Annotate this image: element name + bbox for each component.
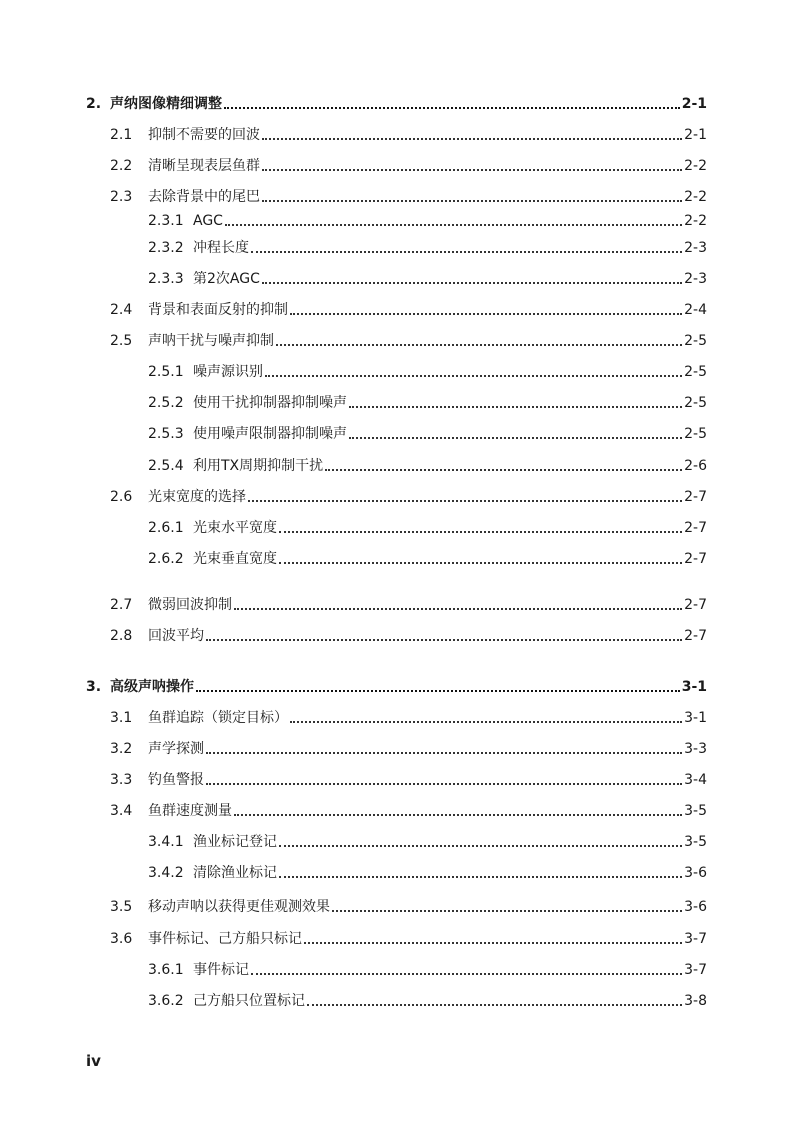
toc-number: 3.4.2 [148, 865, 184, 881]
toc-page-number: 3-1 [684, 710, 707, 726]
toc-number: 2.3.1 [148, 213, 184, 229]
toc-title: 光束宽度的选择 [148, 489, 246, 505]
toc-number: 2.5.1 [148, 364, 184, 380]
toc-page-number: 2-1 [681, 96, 707, 112]
toc-title: 抑制不需要的回波 [148, 127, 260, 143]
toc-page-number: 2-7 [684, 489, 707, 505]
dot-leader [196, 690, 680, 692]
toc-number: 2.5.2 [148, 395, 184, 411]
toc-entry-3-3[interactable] [110, 769, 707, 791]
dot-leader [276, 344, 682, 346]
dot-leader [206, 639, 682, 641]
toc-entry-3-6-1[interactable] [148, 959, 707, 981]
dot-leader [251, 973, 682, 975]
dot-leader [225, 224, 682, 226]
toc-number: 3.3 [110, 772, 133, 788]
toc-entry-3-1[interactable] [110, 707, 707, 729]
toc-title: 鱼群速度测量 [148, 803, 232, 819]
toc-title: AGC [193, 213, 223, 229]
dot-leader [234, 608, 682, 610]
toc-page-number: 3-7 [684, 931, 707, 947]
toc-number: 3.6.2 [148, 993, 184, 1009]
toc-page-number: 3-5 [684, 834, 707, 850]
toc-entry-2-5-1[interactable] [148, 361, 707, 383]
toc-title: 第2次AGC [193, 271, 260, 287]
toc-page-number: 2-7 [684, 628, 707, 644]
toc-page-number: 2-7 [684, 551, 707, 567]
toc-number: 2.3 [110, 189, 133, 205]
toc-entry-2-6-1[interactable] [148, 517, 707, 539]
toc-title: 去除背景中的尾巴 [148, 189, 260, 205]
toc-page-number: 3-3 [684, 741, 707, 757]
toc-entry-2-5[interactable] [110, 330, 707, 352]
toc-number: 2.7 [110, 597, 133, 613]
toc-page-number: 3-8 [684, 993, 707, 1009]
toc-title: 噪声源识别 [193, 364, 263, 380]
toc-title: 利用TX周期抑制干扰 [193, 458, 324, 474]
dot-leader [332, 910, 682, 912]
dot-leader [325, 469, 682, 471]
toc-number: 2.6.2 [148, 551, 184, 567]
toc-number: 3.6 [110, 931, 133, 947]
toc-number: 2.2 [110, 158, 133, 174]
toc-page-number: 2-7 [684, 597, 707, 613]
toc-page-number: 2-2 [684, 213, 707, 229]
toc-number: 3.6.1 [148, 962, 184, 978]
toc-title: 背景和表面反射的抑制 [148, 302, 288, 318]
toc-page-number: 3-6 [684, 865, 707, 881]
toc-title: 光束水平宽度 [193, 520, 277, 536]
toc-page-number: 3-5 [684, 803, 707, 819]
toc-number: 3.5 [110, 899, 133, 915]
dot-leader [265, 375, 682, 377]
toc-number: 2.5.4 [148, 458, 184, 474]
dot-leader [290, 313, 682, 315]
toc-entry-2-2[interactable] [110, 155, 707, 177]
dot-leader [307, 1004, 682, 1006]
dot-leader [279, 562, 682, 564]
toc-page-number: 2-1 [684, 127, 707, 143]
toc-title: 事件标记、己方船只标记 [148, 931, 302, 947]
toc-page-number: 2-5 [684, 364, 707, 380]
toc-number: 3.4.1 [148, 834, 184, 850]
toc-entry-3-5[interactable] [110, 896, 707, 918]
toc-page-number: 2-3 [684, 240, 707, 256]
dot-leader [224, 107, 680, 109]
toc-number: 3.1 [110, 710, 133, 726]
toc-entry-chapter-3[interactable] [86, 676, 707, 698]
page-footer-label: iv [86, 1052, 101, 1070]
dot-leader [262, 138, 682, 140]
toc-title: 使用干扰抑制器抑制噪声 [193, 395, 347, 411]
toc-title: 清除渔业标记 [193, 865, 277, 881]
toc-entry-2-5-3[interactable] [148, 423, 707, 445]
dot-leader [279, 845, 682, 847]
toc-title: 钓鱼警报 [148, 772, 204, 788]
toc-entry-2-6-2[interactable] [148, 548, 707, 570]
dot-leader [279, 876, 682, 878]
toc-page-number: 3-7 [684, 962, 707, 978]
toc-number: 3. [86, 679, 102, 695]
toc-entry-3-4[interactable] [110, 800, 707, 822]
toc-page-number: 2-5 [684, 333, 707, 349]
dot-leader [248, 500, 682, 502]
toc-entry-2-3-3[interactable] [148, 268, 707, 290]
toc-number: 3.2 [110, 741, 133, 757]
toc-page-number: 2-5 [684, 426, 707, 442]
toc-entry-2-3-2[interactable] [148, 237, 707, 259]
toc-entry-chapter-2[interactable] [86, 93, 707, 115]
toc-page-number: 2-7 [684, 520, 707, 536]
toc-number: 2.5 [110, 333, 133, 349]
dot-leader [251, 251, 682, 253]
dot-leader [349, 406, 682, 408]
toc-title: 清晰呈现表层鱼群 [148, 158, 260, 174]
toc-entry-3-6-2[interactable] [148, 990, 707, 1012]
toc-entry-3-2[interactable] [110, 738, 707, 760]
toc-title: 高级声呐操作 [110, 679, 194, 695]
toc-entry-2-6[interactable] [110, 486, 707, 508]
dot-leader [206, 752, 682, 754]
dot-leader [262, 169, 682, 171]
toc-number: 2.1 [110, 127, 133, 143]
toc-number: 2.3.3 [148, 271, 184, 287]
toc-entry-2-5-2[interactable] [148, 392, 707, 414]
toc-page-number: 3-1 [681, 679, 707, 695]
toc-title: 光束垂直宽度 [193, 551, 277, 567]
toc-page-number: 2-5 [684, 395, 707, 411]
toc-title: 声学探测 [148, 741, 204, 757]
toc-entry-2-3[interactable] [110, 186, 707, 208]
toc-title: 事件标记 [193, 962, 249, 978]
toc-page-number: 2-2 [684, 158, 707, 174]
toc-number: 2.6 [110, 489, 133, 505]
toc-entry-3-6[interactable] [110, 928, 707, 950]
toc-number: 2.6.1 [148, 520, 184, 536]
toc-entry-2-8[interactable] [110, 625, 707, 647]
toc-entry-2-5-4[interactable] [148, 455, 707, 477]
toc-page-number: 3-4 [684, 772, 707, 788]
toc-number: 3.4 [110, 803, 133, 819]
toc-page-number: 2-6 [684, 458, 707, 474]
toc-page-number: 3-6 [684, 899, 707, 915]
toc-page-number: 2-2 [684, 189, 707, 205]
toc-title: 声呐干扰与噪声抑制 [148, 333, 274, 349]
toc-number: 2.8 [110, 628, 133, 644]
toc-entry-3-4-1[interactable] [148, 831, 707, 853]
toc-entry-2-7[interactable] [110, 594, 707, 616]
toc-title: 使用噪声限制器抑制噪声 [193, 426, 347, 442]
toc-number: 2.3.2 [148, 240, 184, 256]
toc-title: 冲程长度 [193, 240, 249, 256]
dot-leader [279, 531, 682, 533]
dot-leader [290, 721, 682, 723]
toc-title: 渔业标记登记 [193, 834, 277, 850]
toc-entry-2-4[interactable] [110, 299, 707, 321]
dot-leader [262, 282, 682, 284]
toc-title: 己方船只位置标记 [193, 993, 305, 1009]
toc-entry-2-3-1[interactable] [148, 210, 707, 232]
toc-number: 2.4 [110, 302, 133, 318]
toc-number: 2.5.3 [148, 426, 184, 442]
toc-entry-2-1[interactable] [110, 124, 707, 146]
dot-leader [262, 200, 682, 202]
toc-title: 鱼群追踪（锁定目标） [148, 710, 288, 726]
toc-page-number: 2-4 [684, 302, 707, 318]
toc-entry-3-4-2[interactable] [148, 862, 707, 884]
dot-leader [234, 814, 682, 816]
toc-title: 移动声呐以获得更佳观测效果 [148, 899, 330, 915]
toc-page-number: 2-3 [684, 271, 707, 287]
dot-leader [349, 437, 682, 439]
toc-title: 微弱回波抑制 [148, 597, 232, 613]
toc-title: 回波平均 [148, 628, 204, 644]
dot-leader [304, 942, 682, 944]
toc-title: 声纳图像精细调整 [110, 96, 222, 112]
toc-number: 2. [86, 96, 102, 112]
dot-leader [206, 783, 682, 785]
